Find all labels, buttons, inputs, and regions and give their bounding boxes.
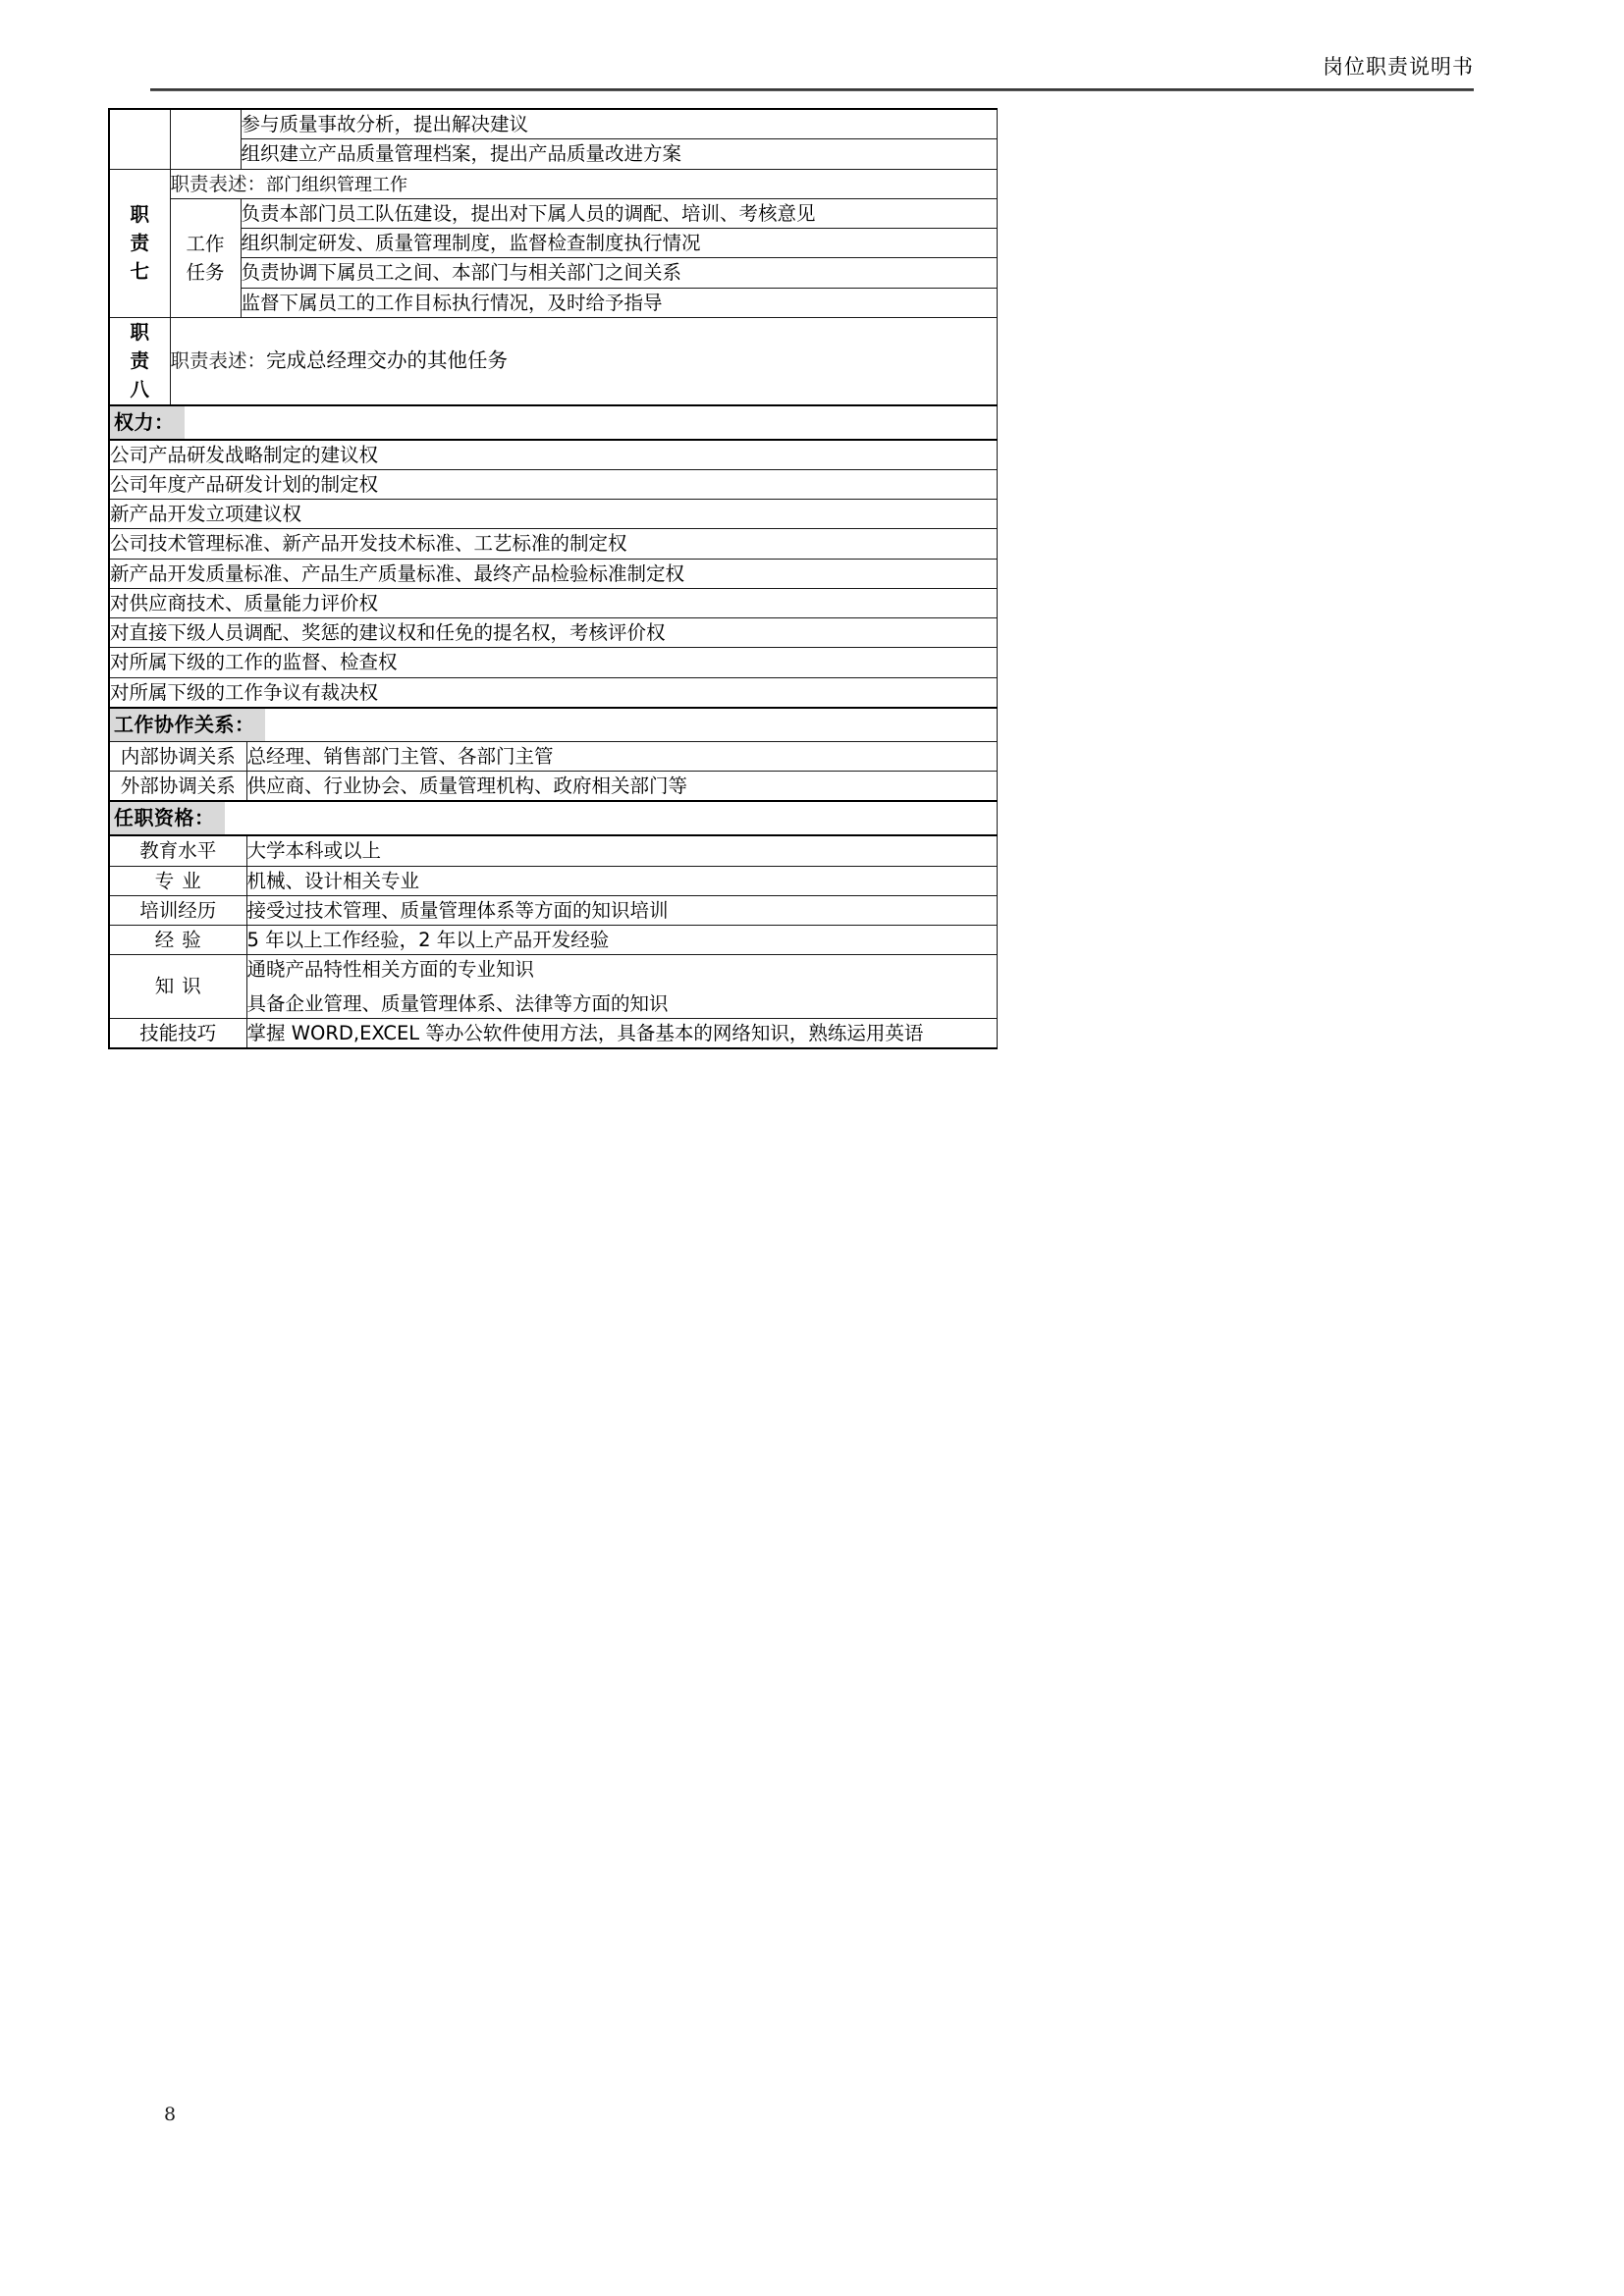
- table-row: [109, 559, 997, 588]
- authority-item: 公司年度产品研发计划的制定权: [109, 469, 997, 499]
- table-row: [109, 198, 997, 228]
- cooperation-row-value: 总经理、销售部门主管、各部门主管: [246, 741, 997, 771]
- table-row: [109, 229, 997, 258]
- duty-seven-index-char: 责: [130, 232, 149, 254]
- table-row: [109, 405, 997, 440]
- table-row: [109, 677, 997, 708]
- table-row: [109, 317, 997, 404]
- duty-seven-statement: [170, 169, 997, 198]
- table-row: [109, 618, 997, 648]
- duty-seven-index-char: 职: [130, 202, 149, 226]
- task-label-line: 工作: [186, 232, 225, 255]
- table-row: [109, 895, 997, 925]
- duty-statement-prefix: 职责表述：: [170, 172, 267, 195]
- qualification-row-label: 经验: [109, 926, 246, 955]
- cooperation-heading: 工作协作关系：: [110, 709, 265, 741]
- duty-statement-prefix: 职责表述：: [170, 349, 267, 373]
- qualification-section-header: [109, 801, 997, 835]
- duty-eight-statement: [170, 317, 997, 404]
- table-row: [109, 109, 997, 139]
- cooperation-section-header: [109, 708, 997, 742]
- table-row: [109, 588, 997, 617]
- authority-item: 对所属下级的工作的监督、检查权: [109, 648, 997, 677]
- qualification-row-value: 大学本科或以上: [246, 835, 997, 866]
- table-row: [109, 741, 997, 771]
- table-row: [109, 926, 997, 955]
- page-number: 8: [164, 2104, 177, 2125]
- cooperation-row-value: 供应商、行业协会、质量管理机构、政府相关部门等: [246, 772, 997, 802]
- table-row: [109, 500, 997, 529]
- table-row: [109, 529, 997, 559]
- authority-item: 对所属下级的工作争议有裁决权: [109, 677, 997, 708]
- duty-continuation-mid-cell: [170, 109, 241, 169]
- duty-seven-index: [109, 169, 170, 317]
- table-row: [109, 1018, 997, 1048]
- duty-seven-index-char: 七: [130, 260, 149, 284]
- table-row: [109, 440, 997, 470]
- authority-section-header: [109, 405, 997, 440]
- qualification-row-label: 培训经历: [109, 895, 246, 925]
- duty-seven-task-label: [170, 198, 241, 317]
- table-row: [109, 469, 997, 499]
- qualification-value-line: 具备企业管理、质量管理体系、法律等方面的知识: [246, 991, 669, 1015]
- duty-eight-index-char: 责: [130, 349, 149, 372]
- qualification-row-value: 接受过技术管理、质量管理体系等方面的知识培训: [246, 895, 997, 925]
- duty-seven-task-cell: 组织制定研发、质量管理制度，监督检查制度执行情况: [241, 229, 997, 258]
- duty-task-cell: 组织建立产品质量管理档案，提出产品质量改进方案: [241, 139, 997, 169]
- authority-item: 新产品开发立项建议权: [109, 500, 997, 529]
- authority-heading: 权力：: [110, 406, 185, 439]
- qualification-row-value: [246, 955, 997, 1019]
- cooperation-row-label: 内部协调关系: [109, 741, 246, 771]
- duty-statement-text: 完成总经理交办的其他任务: [266, 348, 509, 373]
- duty-seven-task-cell: 负责协调下属员工之间、本部门与相关部门之间关系: [241, 258, 997, 288]
- cooperation-row-label: 外部协调关系: [109, 772, 246, 802]
- duty-statement-text: 部门组织管理工作: [266, 174, 408, 195]
- qualification-row-label: 技能技巧: [109, 1018, 246, 1048]
- table-row: [109, 801, 997, 835]
- qualification-row-label: 专业: [109, 866, 246, 895]
- qualification-row-label: 知识: [109, 955, 246, 1019]
- table-row: [109, 139, 997, 169]
- authority-item: 新产品开发质量标准、产品生产质量标准、最终产品检验标准制定权: [109, 559, 997, 588]
- qualification-row-value: 机械、设计相关专业: [246, 866, 997, 895]
- authority-item: 对直接下级人员调配、奖惩的建议权和任免的提名权，考核评价权: [109, 618, 997, 648]
- task-label-line: 任务: [186, 260, 225, 284]
- header-title: 岗位职责说明书: [1323, 55, 1474, 79]
- authority-item: 公司技术管理标准、新产品开发技术标准、工艺标准的制定权: [109, 529, 997, 559]
- table-row: [109, 866, 997, 895]
- table-row: [109, 288, 997, 317]
- duty-eight-index: [109, 317, 170, 404]
- table-row: [109, 708, 997, 742]
- qualification-row-value: 掌握 WORD,EXCEL 等办公软件使用方法，具备基本的网络知识，熟练运用英语: [246, 1018, 997, 1048]
- duty-seven-task-cell: 监督下属员工的工作目标执行情况，及时给予指导: [241, 288, 997, 317]
- page-header: [150, 53, 1474, 104]
- table-row: [109, 772, 997, 802]
- qualification-row-value: 5 年以上工作经验，2 年以上产品开发经验: [246, 926, 997, 955]
- table-row: [109, 648, 997, 677]
- authority-item: 公司产品研发战略制定的建议权: [109, 440, 997, 470]
- table-row: [109, 258, 997, 288]
- authority-item: 对供应商技术、质量能力评价权: [109, 588, 997, 617]
- header-rule-secondary: [150, 90, 1474, 91]
- table-row: [109, 169, 997, 198]
- table-row: [109, 835, 997, 866]
- duty-task-cell: 参与质量事故分析，提出解决建议: [241, 109, 997, 139]
- job-description-table-lower: [108, 741, 998, 1049]
- qualification-value-line: 通晓产品特性相关方面的专业知识: [246, 958, 535, 982]
- job-description-table: [108, 108, 998, 742]
- qualification-heading: 任职资格：: [110, 802, 225, 834]
- qualification-row-label: 教育水平: [109, 835, 246, 866]
- table-row: [109, 955, 997, 1019]
- duty-continuation-index-cell: [109, 109, 170, 169]
- duty-seven-task-cell: 负责本部门员工队伍建设，提出对下属人员的调配、培训、考核意见: [241, 198, 997, 228]
- duty-eight-index-char: 八: [130, 378, 149, 401]
- duty-eight-index-char: 职: [130, 320, 149, 344]
